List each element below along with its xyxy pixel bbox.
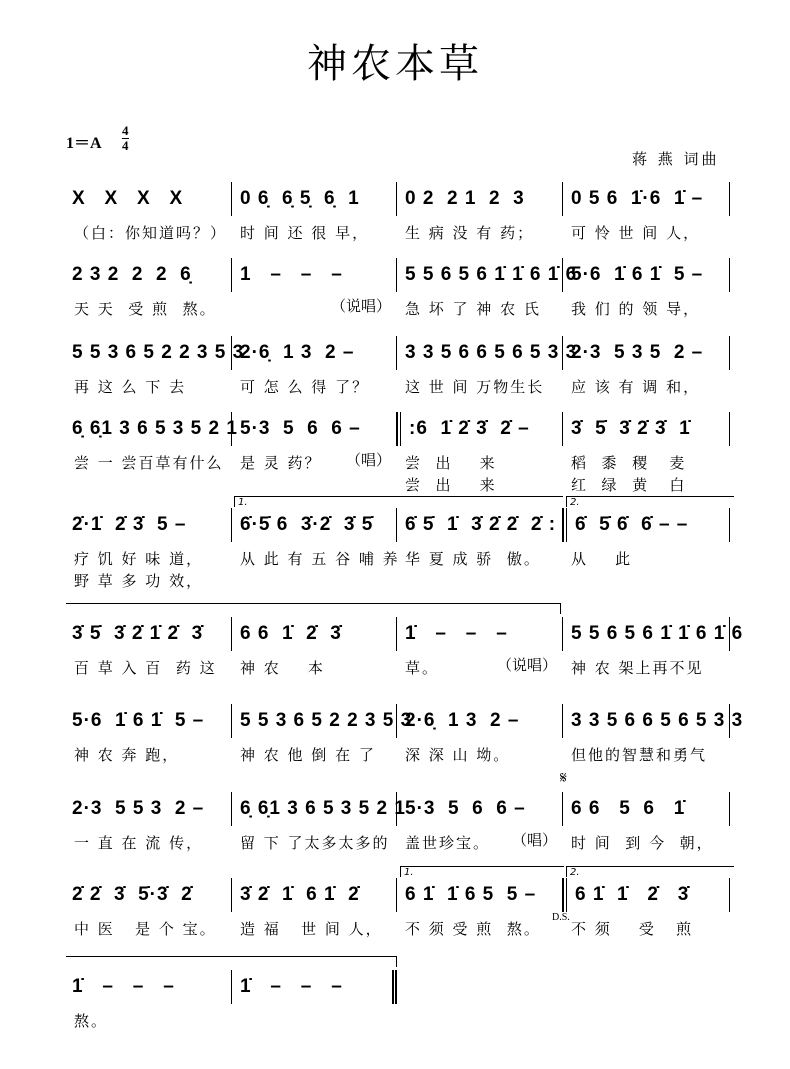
lyrics-line [66,376,730,398]
measure: 3̇ 5̇ 3̇ 2̇ 3̇ 1̇ [563,412,730,446]
score-row [66,336,730,398]
measure: 2̇ 2̇ 3̇ 5̇·3̇ 2̇ [66,878,232,912]
measure: 5 5 3 6 5 2 2 3 5 3 [66,336,232,370]
lyric: 但他的智慧和勇气 [571,746,708,764]
lyrics-line [66,298,730,320]
score-row [66,412,730,496]
measure: 6̣ 6̣1 3 6 5 3 5 2 1 [66,412,232,446]
measure: 1̇ – – – [397,617,563,651]
score-row [66,867,730,940]
lyric [232,570,397,592]
measure: 3̇ 5̇ 3̇ 2̇ 1̇ 2̇ 3̇ [66,617,232,651]
lyric: 时 间 还 很 早， [240,224,370,242]
bracket-line [66,956,397,967]
measure: 5·3 5 6 6 – [232,412,397,446]
measure: 3̇ 2̇ 1̇ 6 1̇ 2̇ [232,878,397,912]
measure: 6̇ 5̇ 6̇ 6̇ – – [563,508,730,542]
lyric: 盖世珍宝。 [405,834,491,852]
lyric: 是 灵 药？ [240,454,322,472]
score-row [66,970,730,1032]
bracket-line [66,603,561,614]
measure: 0 2 2 1 2 3 [397,182,563,216]
measures [66,412,730,446]
lyric [66,474,232,496]
measure: 2·6̣ 1 3 2 – [397,704,563,738]
lyric: 神 农 奔 跑， [74,746,180,764]
lyrics-line-2 [66,570,730,592]
lyric: 我 们 的 领 导， [571,300,701,318]
measures [66,792,730,826]
lyric [563,570,730,592]
song-title: 神农本草 [307,41,483,87]
performance-note: （唱） [511,831,557,849]
segno-icon: 𝄋 [560,768,567,787]
measure: 6 6 5 6 1̇ [563,792,730,826]
lyric: 一 直 在 流 传， [74,834,204,852]
measure: 2 3 2 2 2 6̣ [66,258,232,292]
measure: 2·3 5 3 5 2 – [563,336,730,370]
lyrics-line [66,918,730,940]
volta-2: 2. [566,496,734,507]
lyric: 深 深 山 坳。 [405,746,511,764]
measures [66,878,730,912]
volta-1: 1. [234,496,563,507]
measure: 5·3 5 6 6 – [397,792,563,826]
measure: 1 – – – [232,258,397,292]
lyric: 尝 出 来 [405,476,497,494]
lyric: 急 坏 了 神 农 氏 [405,300,541,318]
lyric: 不 须 受 煎 [571,920,694,938]
measure: 5·6 1̇ 6 1̇ 5 – [66,704,232,738]
lyrics-line [66,657,730,679]
lyric: 神 农 架上再不见 [571,659,704,677]
measure: 1̇ – – – [66,970,232,1004]
lyric: 野 草 多 功 效， [74,572,204,590]
lyric: 红 绿 黄 白 [571,476,687,494]
measures [66,508,730,542]
lyric [232,474,397,496]
lyric: 尝 出 来 [405,454,497,472]
performance-note: （说唱） [496,656,557,674]
measure: 2·3 5 5 3 2 – [66,792,232,826]
lyrics-line [66,832,730,854]
score-row [66,617,744,679]
lyric: 草。 [405,659,440,677]
lyric: 华 夏 成 骄 傲。 [405,550,541,568]
time-bottom: 4 [122,138,129,153]
lyric: 中 医 是 个 宝。 [74,920,217,938]
measures [66,258,730,292]
lyric: （白：你知道吗？） [74,224,228,242]
time-top: 4 [122,123,129,138]
measure: 6 1̇ 1̇ 2̇ 3̇ [563,878,730,912]
measure: 6 1̇ 1̇ 6 5 5 – [397,878,563,912]
lyrics-line-2 [66,474,730,496]
score-row [66,182,730,244]
measure: 0 5 6 1̇·6 1̇ – [563,182,730,216]
measure: 1̇ – – – [232,970,397,1004]
measure: 6̇·5̇ 6 3̇·2̇ 3̇ 5̇ [232,508,397,542]
lyric: 熬。 [74,1012,109,1030]
lyric: 生 病 没 有 药； [405,224,535,242]
composer-credit: 蒋 燕 词曲 [632,150,720,168]
measure: 2̇·1̇ 2̇ 3̇ 5 – [66,508,232,542]
lyric: 可 怎 么 得 了？ [240,378,370,396]
lyric [232,1010,397,1032]
lyric: 天 天 受 煎 熬。 [74,300,217,318]
lyric: 从 此 有 五 谷 哺 养 [240,550,400,568]
performance-note: （说唱） [330,297,391,315]
measure: 2·6̣ 1 3 2 – [232,336,397,370]
volta-2: 2. [566,866,734,877]
score-row [66,258,730,320]
measure: X X X X [66,182,232,216]
measure: :6 1̇ 2̇ 3̇ 2̇ – [397,412,563,446]
performance-note: （唱） [345,451,391,469]
score-row [66,704,744,766]
lyrics-line [66,744,730,766]
lyric: 稻 黍 稷 麦 [571,454,687,472]
lyric: 可 怜 世 间 人， [571,224,701,242]
measures [66,704,744,738]
measure: 6̇ 5̇ 1̇ 3̇ 2̇ 2̇ 2̇ : [397,508,563,542]
measures [66,617,744,651]
lyrics-line [66,222,730,244]
measures [66,970,730,1004]
dal-segno-mark: D.S. [552,912,570,923]
lyric: 神 农 本 [240,659,325,677]
measures [66,336,730,370]
lyric: 百 草 入 百 药 这 [74,659,217,677]
lyric: 留 下 了太多太多的 [240,834,390,852]
lyric: 时 间 到 今 朝， [571,834,714,852]
measure: 6̣ 6̣1 3 6 5 3 5 2 1 [232,792,397,826]
measure: 6 6 1̇ 2̇ 3̇ [232,617,397,651]
measure: 0 6̣ 6̣ 5̣ 6̣ 1 [232,182,397,216]
lyric: 疗 饥 好 味 道， [74,550,204,568]
lyric: 从 此 [571,550,633,568]
lyrics-line [66,452,730,474]
measure: 5 5 6 5 6 1̇ 1̇ 6 1̇ 6 [563,617,730,651]
lyric: 应 该 有 调 和， [571,378,701,396]
key-signature: 1＝A [66,135,102,152]
score-row [66,768,730,854]
lyrics-line [66,1010,730,1032]
score-row [66,497,730,592]
lyric: 造 福 世 间 人， [240,920,383,938]
lyric: 这 世 间 万物生长 [405,378,545,396]
time-signature [122,124,129,153]
lyric [397,570,563,592]
measure: 5 5 3 6 5 2 2 3 5 3 [232,704,397,738]
lyrics-line [66,548,730,570]
measure: 5·6 1̇ 6 1̇ 5 – [563,258,730,292]
measure: 3 3 5 6 6 5 6 5 3 3 [563,704,730,738]
measures [66,182,730,216]
measure: 3 3 5 6 6 5 6 5 3 3 [397,336,563,370]
measure: 5 5 6 5 6 1̇ 1̇ 6 1̇ 6 [397,258,563,292]
volta-1: 1. [400,866,564,877]
lyric: 再 这 么 下 去 [74,378,187,396]
lyric: 尝 一 尝百草有什么 [74,454,224,472]
lyric: 神 农 他 倒 在 了 [240,746,376,764]
lyric: 不 须 受 煎 熬。 [405,920,541,938]
